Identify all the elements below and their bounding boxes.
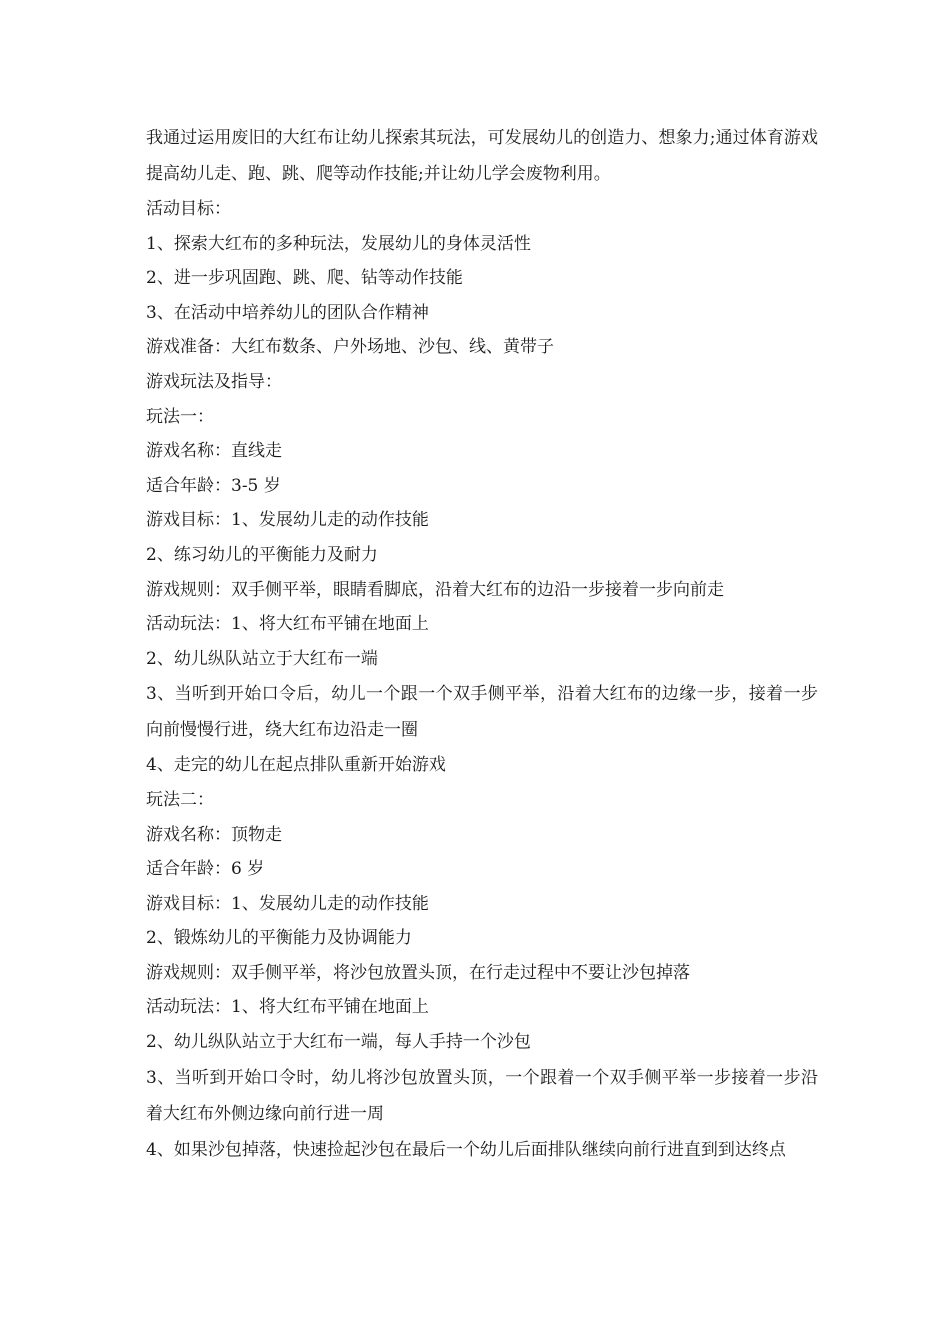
goal-item: 2、进一步巩固跑、跳、爬、钻等动作技能 [146,268,463,289]
goal-item: 1、探索大红布的多种玩法，发展幼儿的身体灵活性 [146,233,531,254]
game1-age: 适合年龄：3-5 岁 [146,475,281,496]
game1-play-step: 活动玩法：1、将大红布平铺在地面上 [146,614,429,635]
game2-play-step: 4、如果沙包掉落，快速捡起沙包在最后一个幼儿后面排队继续向前行进直到到达终点 [146,1139,786,1160]
game2-name: 游戏名称：顶物走 [146,824,282,845]
game2-age: 适合年龄：6 岁 [146,859,265,880]
game2-goal: 2、锻炼幼儿的平衡能力及协调能力 [146,928,412,949]
game1-rule: 游戏规则：双手侧平举，眼睛看脚底，沿着大红布的边沿一步接着一步向前走 [146,579,724,600]
game1-goal: 2、练习幼儿的平衡能力及耐力 [146,544,378,565]
document-body [146,120,818,1204]
game1-play-step: 2、幼儿纵队站立于大红布一端 [146,648,378,669]
game1-name: 游戏名称：直线走 [146,441,282,462]
preparation-line: 游戏准备：大红布数条、户外场地、沙包、线、黄带子 [146,337,554,358]
method-heading: 游戏玩法及指导： [146,371,282,392]
game2-goal: 游戏目标：1、发展幼儿走的动作技能 [146,893,429,914]
game2-heading: 玩法二： [146,789,214,810]
game2-play-step: 3、当听到开始口令时，幼儿将沙包放置头顶，一个跟着一个双手侧平举一步接着一步沿着大红布外侧边缘向前行进一周 [146,1067,818,1124]
game1-play-step: 3、当听到开始口令后，幼儿一个跟一个双手侧平举，沿着大红布的边缘一步，接着一步向前慢慢行进，绕大红布边沿走一圈 [146,684,818,741]
game2-rule: 游戏规则：双手侧平举，将沙包放置头顶，在行走过程中不要让沙包掉落 [146,962,690,983]
game1-goal: 游戏目标：1、发展幼儿走的动作技能 [146,510,429,531]
goal-item: 3、在活动中培养幼儿的团队合作精神 [146,302,429,323]
game2-play-step: 活动玩法：1、将大红布平铺在地面上 [146,997,429,1018]
game1-heading: 玩法一： [146,406,214,427]
goals-heading: 活动目标： [146,199,231,219]
game2-play-step: 2、幼儿纵队站立于大红布一端，每人手持一个沙包 [146,1032,531,1053]
intro-paragraph: 我通过运用废旧的大红布让幼儿探索其玩法，可发展幼儿的创造力、想象力;通过体育游戏提高幼儿走、跑、跳、爬等动作技能;并让幼儿学会废物利用。 [146,128,818,184]
game1-play-step: 4、走完的幼儿在起点排队重新开始游戏 [146,755,446,776]
